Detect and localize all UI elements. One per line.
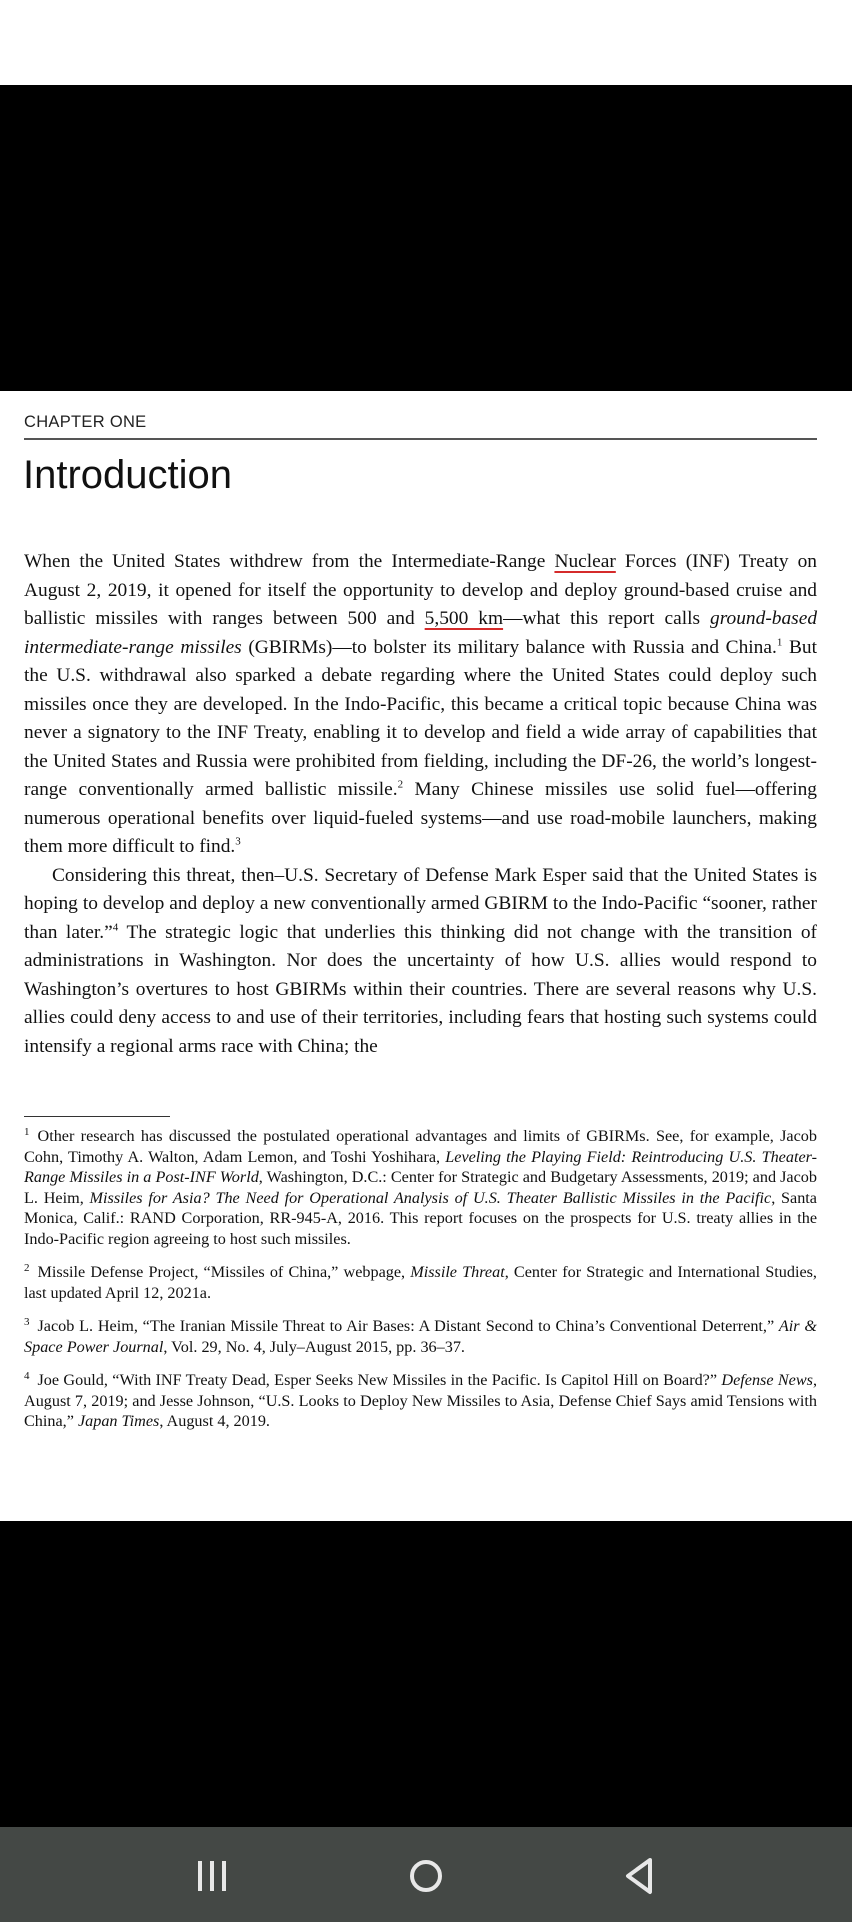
text-span: , Santa Monica, Calif.: RAND Corporation, RR-945-A, 2016. This report focuses on the prospects for U.S. treaty allies in the Indo-Pacific region agreeing to host such missiles.: [24, 1188, 817, 1248]
status-bar-area: [0, 0, 852, 85]
home-icon: [401, 1851, 451, 1901]
footnote-ref-3[interactable]: 3: [235, 835, 241, 848]
italic-term: ground-based intermediate-range missiles: [24, 608, 818, 658]
back-icon: [615, 1851, 665, 1901]
chapter-title: Introduction: [23, 453, 233, 497]
text-span: The strategic logic that underlies this thinking did not change with the transition of administrations in Washington. Nor does the uncertainty of how U.S. allies would respond to Washington’s overtures to host GBIRMs within their countries. There are several reasons why U.S. allies could deny access to and use of their territories, including fears that hosting such systems could intensify a regional arms race with China; the: [24, 921, 817, 1057]
footnote-2: [24, 1262, 817, 1303]
chapter-label: CHAPTER ONE: [24, 413, 147, 431]
text-span: Missile Defense Project, “Missiles of China,” webpage,: [37, 1263, 411, 1281]
italic-title: Missile Threat: [410, 1263, 505, 1281]
text-span: , Vol. 29, No. 4, July–August 2015, pp. 36–37.: [163, 1337, 465, 1356]
footnote-number: 4: [24, 1369, 30, 1382]
text-span: Other research has discussed the postulated operational advantages and limits of GBIRMs. See, for example, Jacob Cohn, Timothy A. Walton, Adam Lemon, and Toshi Yoshihara,: [24, 1127, 817, 1166]
paragraph-1: [24, 548, 817, 862]
body-text: [24, 548, 817, 1061]
text-span: —what this report calls: [503, 608, 711, 629]
italic-title: Air & Space Power Journal: [24, 1317, 817, 1356]
footnote-3: [24, 1316, 817, 1357]
text-span: Jacob L. Heim, “The Iranian Missile Threat to Air Bases: A Distant Second to China’s Conventional Deterrent,”: [37, 1317, 779, 1335]
footnote-4: [24, 1370, 817, 1432]
navigation-bar: [0, 1827, 852, 1922]
home-button[interactable]: [401, 1851, 451, 1901]
footnote-number: 2: [24, 1261, 30, 1274]
recents-icon: [187, 1851, 237, 1901]
underlined-text-nuclear: Nuclear: [554, 551, 616, 572]
text-span: Considering this threat, then–U.S. Secretary of Defense Mark Esper said that the United States is hoping to develop and deploy a new conventionally armed GBIRM to the Indo-Pacific “sooner, rather than later.”: [24, 864, 817, 943]
footnote-ref-4[interactable]: 4: [112, 921, 119, 934]
recents-button[interactable]: [187, 1851, 237, 1901]
text-span: Many Chinese missiles use solid fuel—offering numerous operational benefits over liquid-fueled systems—and use road-mobile launchers, making them more difficult to find.: [24, 779, 817, 857]
paragraph-2: [24, 862, 817, 1062]
text-span: (GBIRMs)—to bolster its military balance with Russia and China.: [241, 636, 777, 658]
text-span: , Center for Strategic and International Studies, last updated April 12, 2021a.: [24, 1263, 817, 1302]
text-span: , August 7, 2019; and Jesse Johnson, “U.S. Looks to Deploy New Missiles to Asia, Defense Chief Says amid Tensions with China,”: [24, 1371, 817, 1430]
text-span: , Washington, D.C.: Center for Strategic and Budgetary Assessments, 2019; and Jacob L. Heim,: [24, 1168, 817, 1207]
italic-title: Leveling the Playing Field: Reintroducing U.S. Theater-Range Missiles in a Post-INF World: [24, 1147, 818, 1186]
footnote-1: [24, 1126, 817, 1249]
text-span: When the United States withdrew from the Intermediate-Range: [24, 551, 555, 572]
footnote-number: 1: [24, 1125, 30, 1138]
text-span: Forces (INF) Treaty on August 2, 2019, it opened for itself the opportunity to develop and deploy ground-based cruise and ballistic missiles with ranges between 500 and: [24, 551, 818, 629]
text-span: Joe Gould, “With INF Treaty Dead, Esper Seeks New Missiles in the Pacific. Is Capitol Hill on Board?”: [37, 1371, 722, 1389]
underlined-text-range: 5,500 km: [424, 608, 504, 629]
footnote-ref-2[interactable]: 2: [397, 778, 404, 791]
document-page: [0, 391, 852, 1521]
text-span: , August 4, 2019.: [159, 1412, 270, 1430]
italic-title: Missiles for Asia? The Need for Operational Analysis of U.S. Theater Ballistic Missiles in the Pacific: [89, 1188, 772, 1207]
footnote-divider: [24, 1116, 170, 1117]
footnotes: [24, 1126, 817, 1445]
chapter-divider: [24, 438, 817, 440]
back-button[interactable]: [615, 1851, 665, 1901]
italic-title: Defense News: [721, 1371, 813, 1389]
text-span: But the U.S. withdrawal also sparked a debate regarding where the United States could deploy such missiles once they are developed. In the Indo-Pacific, this became a critical topic because China was never a signatory to the INF Treaty, enabling it to develop and field a wide array of capabilities that the United States and Russia were prohibited from fielding, including the DF-26, the world’s longest-range conventionally armed ballistic missile.: [24, 636, 817, 800]
footnote-number: 3: [24, 1315, 30, 1328]
italic-title: Japan Times: [77, 1412, 160, 1430]
footnote-ref-1[interactable]: 1: [776, 636, 783, 649]
